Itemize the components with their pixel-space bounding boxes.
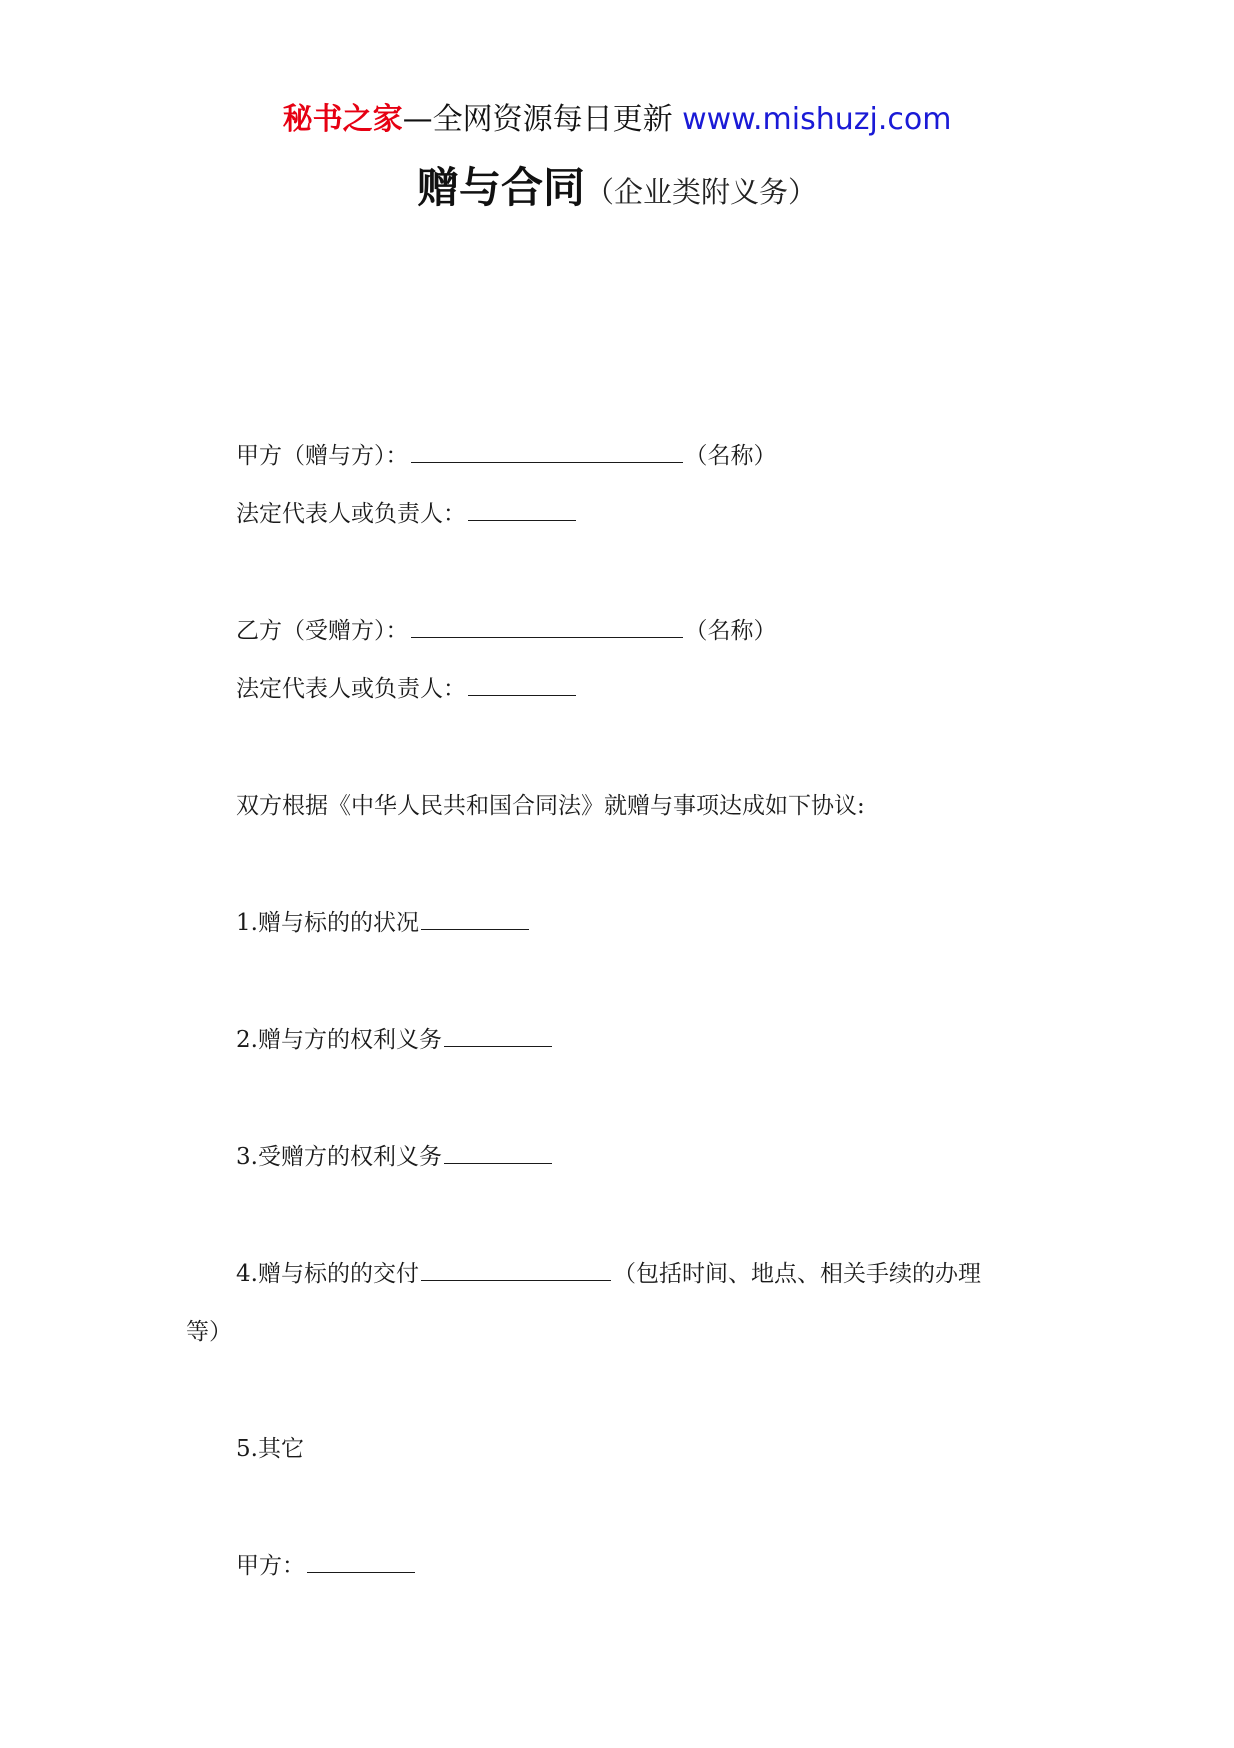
document-title — [0, 155, 1234, 215]
brand-name: 秘书之家 — [282, 102, 403, 137]
signature-party-a — [236, 1550, 417, 1582]
party-a-rep-blank — [468, 498, 576, 521]
clause-5: 5.其它 — [236, 1436, 304, 1462]
party-b-rep-line — [236, 673, 578, 705]
clause-2-text: 2.赠与方的权利义务 — [236, 1027, 442, 1053]
clause-2-blank — [444, 1024, 552, 1047]
clause-2 — [236, 1024, 554, 1056]
party-a-rep-line — [236, 498, 578, 530]
signature-party-a-label: 甲方： — [236, 1553, 305, 1579]
clause-3-blank — [444, 1141, 552, 1164]
clause-4-continuation: 等） — [186, 1319, 232, 1345]
clause-3-text: 3.受赠方的权利义务 — [236, 1144, 442, 1170]
party-b-rep-label: 法定代表人或负责人： — [236, 676, 466, 702]
title-main: 赠与合同 — [416, 163, 585, 212]
clause-1 — [236, 907, 531, 939]
party-b-suffix: （名称） — [684, 618, 777, 644]
party-b-line — [236, 615, 777, 647]
clause-4-note: （包括时间、地点、相关手续的办理 — [612, 1261, 981, 1287]
party-a-suffix: （名称） — [684, 443, 777, 469]
banner-url-link[interactable]: www.mishuzj.com — [682, 102, 952, 137]
party-b-rep-blank — [468, 673, 576, 696]
site-banner — [0, 100, 1234, 140]
title-subtitle: （企业类附义务） — [585, 175, 818, 209]
clause-4-text: 4.赠与标的的交付 — [236, 1261, 419, 1287]
clause-3 — [236, 1141, 554, 1173]
party-a-line — [236, 440, 777, 472]
signature-party-a-blank — [307, 1550, 415, 1573]
banner-slogan: —全网资源每日更新 — [402, 102, 673, 137]
party-a-label: 甲方（赠与方）： — [236, 443, 409, 469]
party-b-name-blank — [411, 615, 683, 638]
party-b-label: 乙方（受赠方）： — [236, 618, 409, 644]
clause-1-blank — [421, 907, 529, 930]
party-a-name-blank — [411, 440, 683, 463]
party-a-rep-label: 法定代表人或负责人： — [236, 501, 466, 527]
preamble: 双方根据《中华人民共和国合同法》就赠与事项达成如下协议: — [236, 793, 865, 819]
clause-1-text: 1.赠与标的的状况 — [236, 910, 419, 936]
clause-4-blank — [421, 1258, 611, 1281]
clause-4 — [236, 1258, 981, 1290]
